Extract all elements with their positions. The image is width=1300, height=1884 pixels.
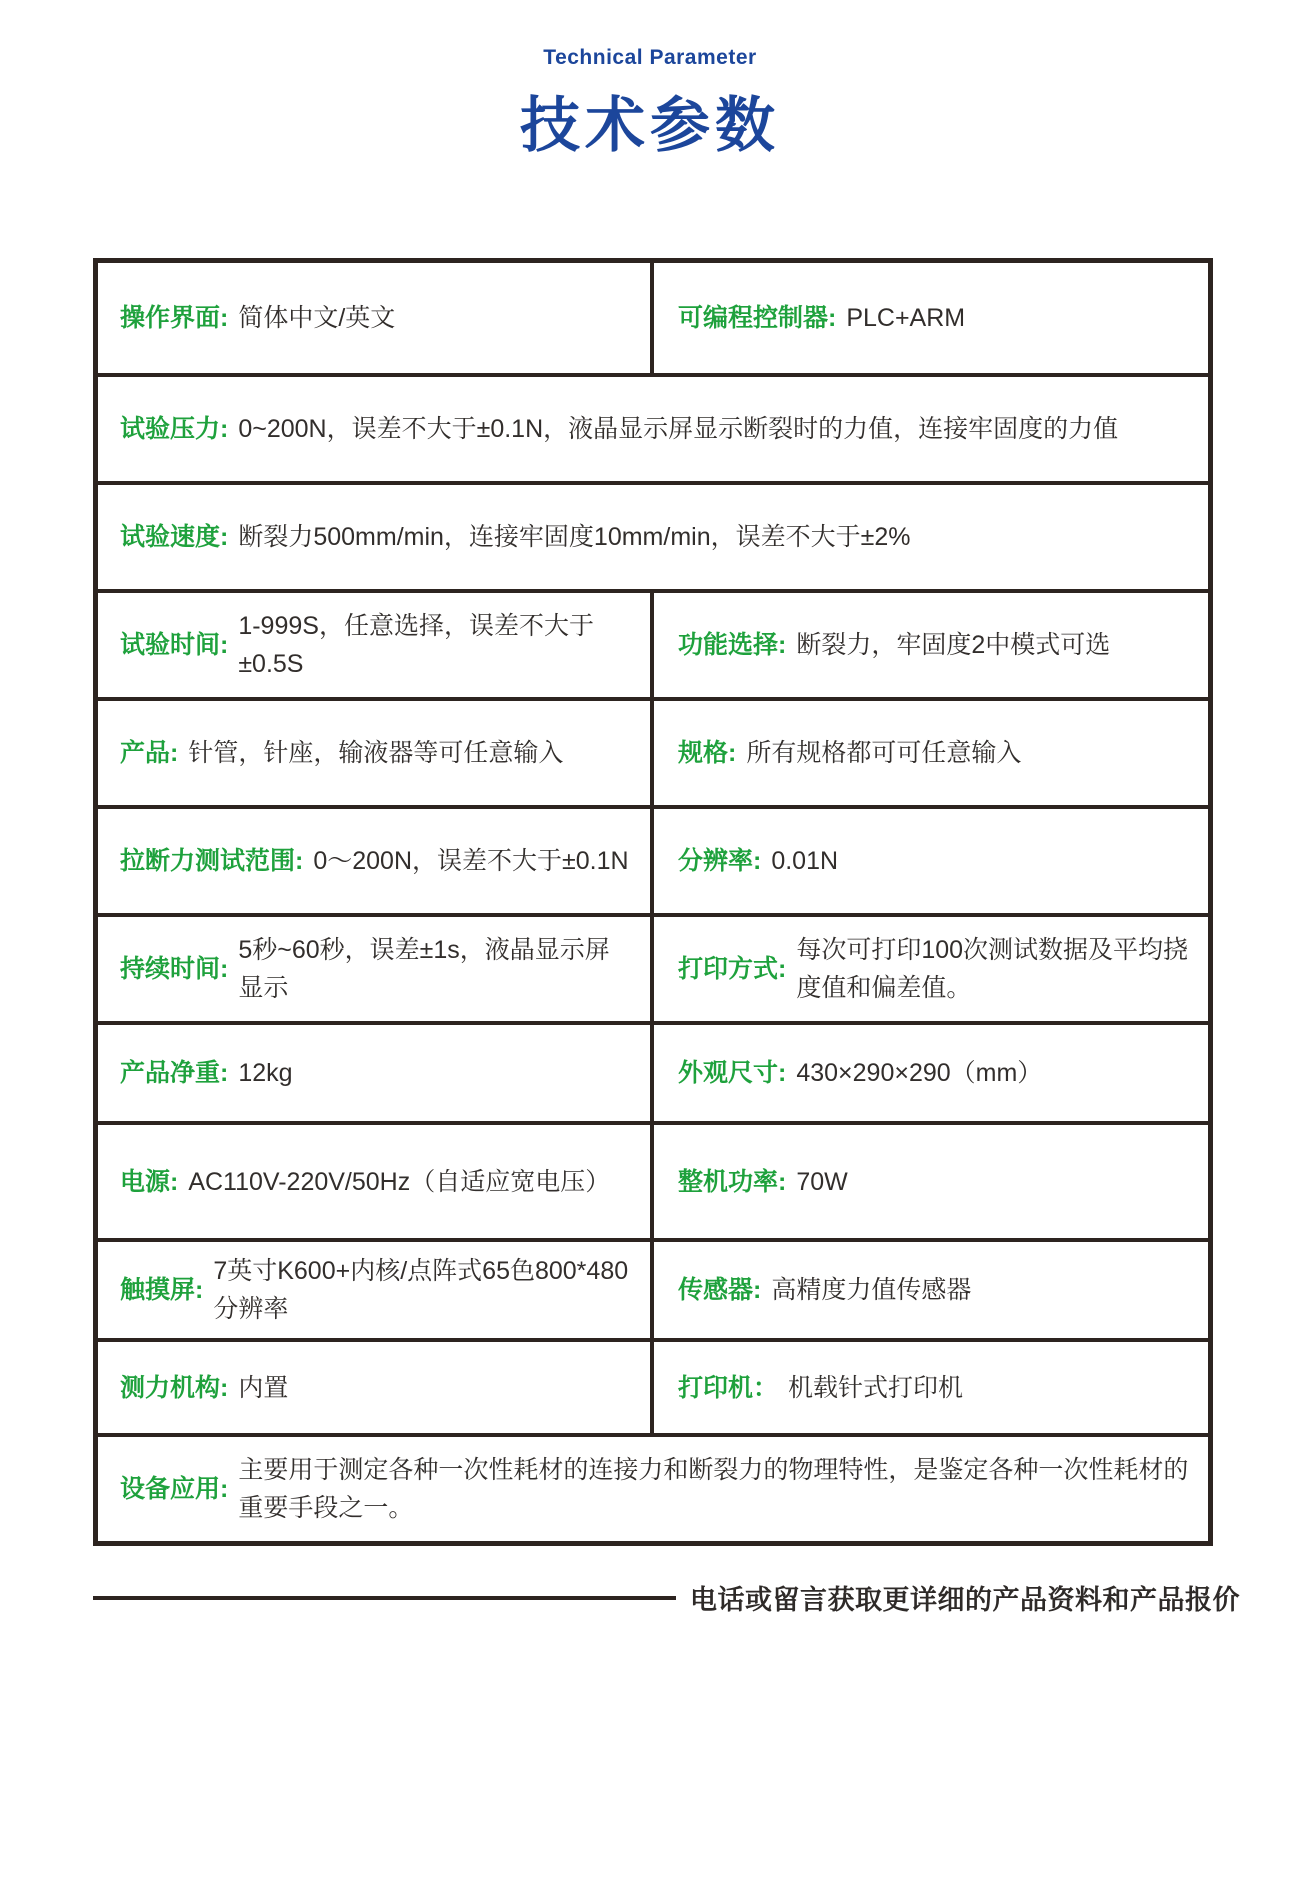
spec-cell — [650, 1342, 1208, 1433]
table-row — [98, 913, 1208, 1021]
spec-value: 0～200N，误差不大于±0.1N — [313, 847, 629, 875]
table-row — [98, 589, 1208, 697]
spec-value: 针管，针座，输液器等可任意输入 — [188, 739, 564, 767]
spec-value: 5秒~60秒，误差±1s，液晶显示屏显示 — [238, 936, 610, 1002]
spec-label: 规格: — [678, 739, 737, 767]
spec-cell — [650, 917, 1208, 1021]
spec-cell — [98, 917, 650, 1021]
spec-table — [93, 258, 1213, 1546]
spec-cell — [650, 593, 1208, 697]
spec-value: 主要用于测定各种一次性耗材的连接力和断裂力的物理特性，是鉴定各种一次性耗材的重要手段之一。 — [238, 1456, 1189, 1522]
spec-cell — [98, 593, 650, 697]
page-title: 技术参数 — [520, 92, 780, 159]
page-header — [0, 0, 1300, 164]
spec-value: 0.01N — [771, 847, 839, 875]
spec-cell — [98, 1025, 650, 1121]
table-row — [98, 1433, 1208, 1541]
spec-value: 简体中文/英文 — [238, 304, 396, 332]
spec-cell — [650, 1125, 1208, 1238]
spec-cell — [98, 485, 1208, 589]
spec-cell — [650, 1242, 1208, 1338]
table-row — [98, 263, 1208, 373]
table-row — [98, 373, 1208, 481]
spec-value: PLC+ARM — [846, 304, 966, 332]
spec-label: 分辨率: — [678, 847, 762, 875]
spec-cell — [98, 1242, 650, 1338]
spec-value: 断裂力500mm/min，连接牢固度10mm/min，误差不大于±2% — [238, 523, 911, 551]
spec-cell — [98, 377, 1208, 481]
table-row — [98, 1021, 1208, 1121]
spec-label: 电源: — [120, 1167, 179, 1196]
spec-cell — [98, 263, 650, 373]
spec-label: 打印方式: — [678, 955, 787, 983]
spec-value: 430×290×290（mm） — [796, 1059, 1043, 1087]
spec-label: 拉断力测试范围: — [120, 847, 304, 875]
spec-label: 试验压力: — [120, 415, 229, 443]
spec-label: 产品: — [120, 739, 179, 767]
spec-cell — [650, 263, 1208, 373]
spec-cell — [650, 1025, 1208, 1121]
spec-label: 外观尺寸: — [678, 1059, 787, 1087]
spec-label: 试验时间: — [120, 631, 229, 659]
table-row — [98, 481, 1208, 589]
spec-label: 测力机构: — [120, 1373, 229, 1402]
spec-value: 断裂力，牢固度2中模式可选 — [796, 631, 1111, 659]
spec-label: 设备应用: — [120, 1475, 229, 1503]
spec-value: 所有规格都可可任意输入 — [746, 739, 1022, 767]
spec-label: 可编程控制器: — [678, 304, 837, 332]
spec-cell — [98, 809, 650, 913]
spec-label: 试验速度: — [120, 523, 229, 551]
spec-label: 功能选择: — [678, 631, 787, 659]
spec-label: 持续时间: — [120, 955, 229, 983]
spec-label: 产品净重: — [120, 1059, 229, 1087]
spec-value: 7英寸K600+内核/点阵式65色800*480分辨率 — [213, 1257, 629, 1323]
spec-label: 整机功率: — [678, 1167, 787, 1196]
spec-cell — [98, 1437, 1208, 1541]
table-row — [98, 697, 1208, 805]
spec-label: 传感器: — [678, 1276, 762, 1304]
spec-value: 12kg — [238, 1059, 293, 1087]
spec-value: 每次可打印100次测试数据及平均挠度值和偏差值。 — [796, 936, 1189, 1002]
spec-label: 操作界面: — [120, 304, 229, 332]
spec-cell — [650, 809, 1208, 913]
spec-value: 机载针式打印机 — [788, 1373, 964, 1402]
page-footer — [93, 1578, 1240, 1617]
spec-value: 内置 — [238, 1373, 289, 1402]
table-row — [98, 1121, 1208, 1238]
spec-value: 1-999S，任意选择，误差不大于±0.5S — [238, 612, 594, 678]
footer-note: 电话或留言获取更详细的产品资料和产品报价 — [690, 1585, 1240, 1615]
table-row — [98, 805, 1208, 913]
spec-cell — [98, 1125, 650, 1238]
table-row — [98, 1338, 1208, 1433]
spec-cell — [650, 701, 1208, 805]
page-subtitle: Technical Parameter — [543, 46, 757, 69]
spec-label: 打印机： — [678, 1373, 779, 1402]
spec-cell — [98, 701, 650, 805]
spec-label: 触摸屏: — [120, 1276, 204, 1304]
spec-value: 高精度力值传感器 — [771, 1276, 972, 1304]
spec-cell — [98, 1342, 650, 1433]
table-row — [98, 1238, 1208, 1338]
spec-value: 70W — [796, 1167, 848, 1196]
spec-value: AC110V-220V/50Hz（自适应宽电压） — [188, 1167, 611, 1196]
spec-value: 0~200N，误差不大于±0.1N，液晶显示屏显示断裂时的力值，连接牢固度的力值 — [238, 415, 1119, 443]
footer-divider-line — [93, 1596, 676, 1600]
